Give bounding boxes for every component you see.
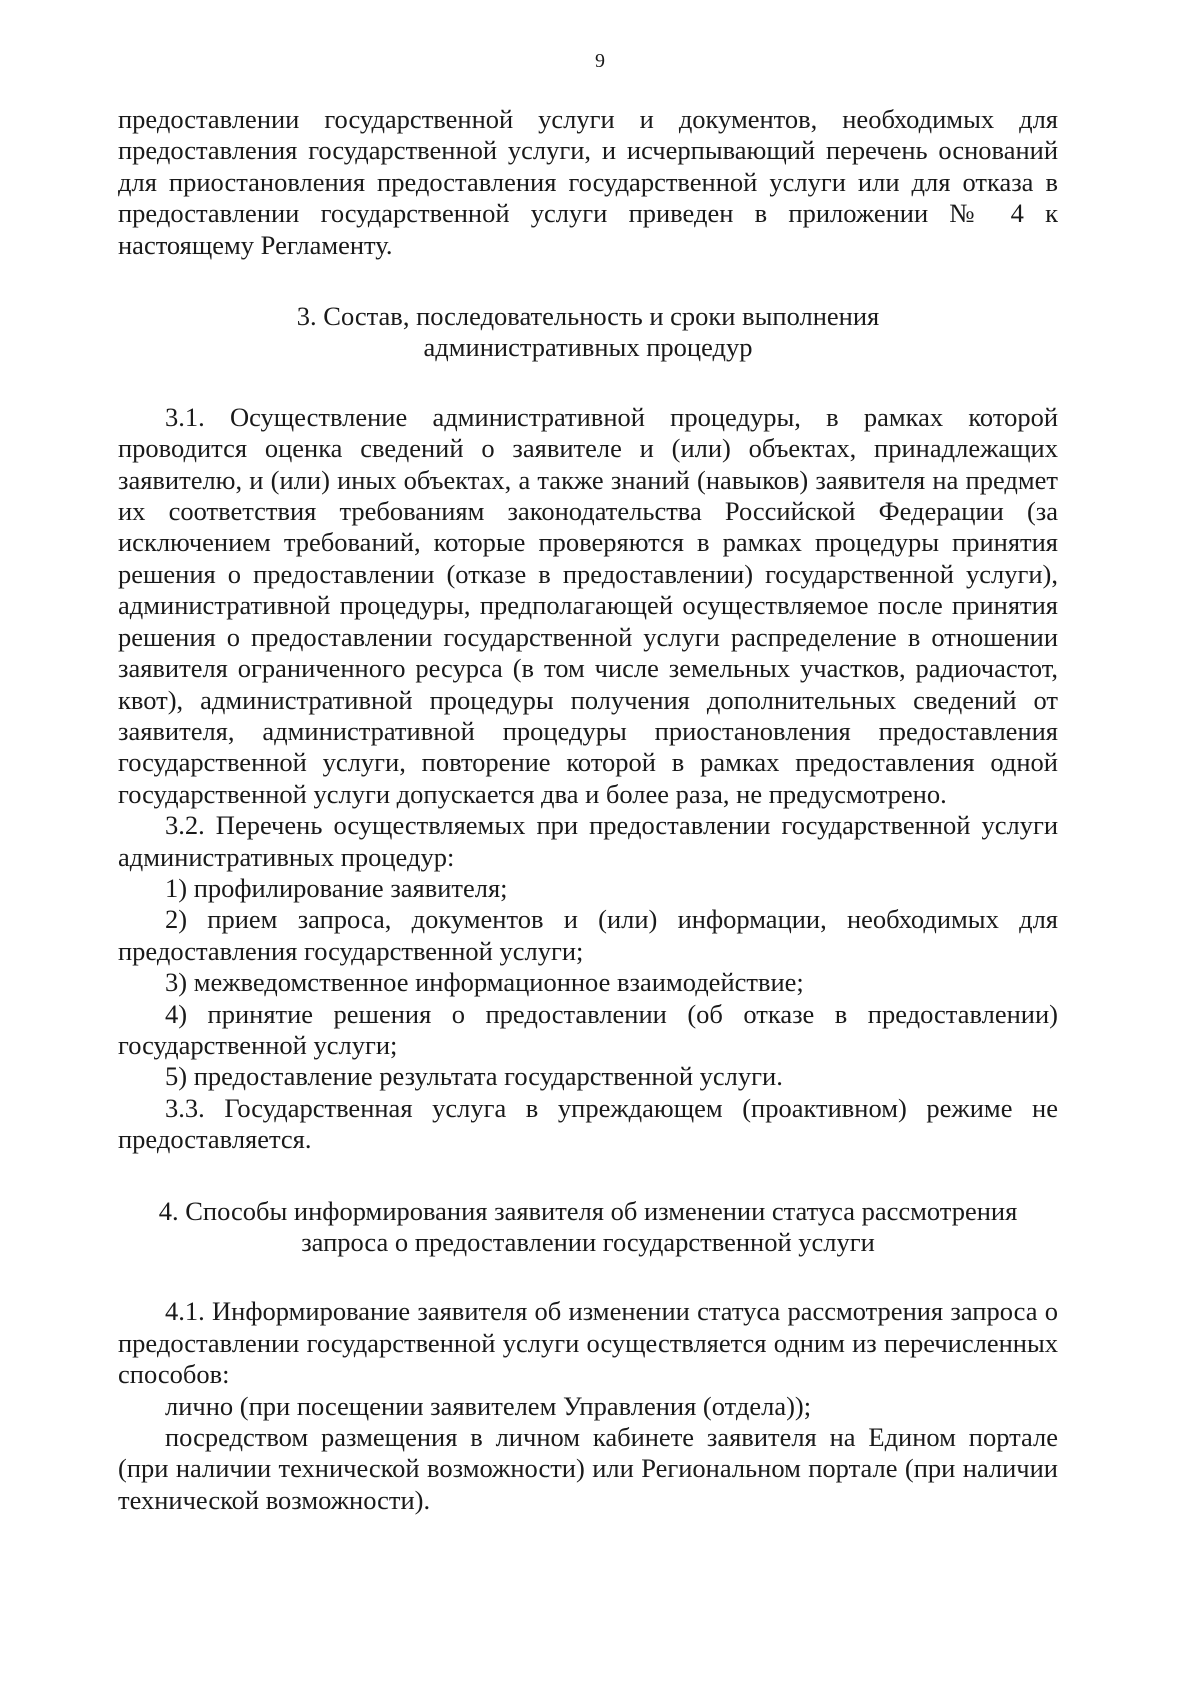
- section-4-heading-line-2: запроса о предоставлении государственной услуги: [301, 1227, 875, 1257]
- section-3-heading: [118, 301, 1058, 364]
- paragraph-4-1-a: лично (при посещении заявителем Управления (отдела));: [165, 1390, 812, 1421]
- section-4-heading-line-1: 4. Способы информирования заявителя об изменении статуса рассмотрения: [158, 1195, 1018, 1226]
- list-item-3: 3) межведомственное информационное взаимодействие;: [165, 967, 804, 998]
- page-number: 9: [595, 50, 605, 72]
- paragraph-3-3: 3.3. Государственная услуга в упреждающем (проактивном) режиме не предоставляется.: [118, 1092, 1058, 1155]
- list-item-1: 1) профилирование заявителя;: [165, 872, 508, 903]
- intro-paragraph: предоставлении государственной услуги и документов, необходимых для предоставления государственной услуги, и исчерпывающий перечень оснований для приостановления предоставления государственной услуги или для отказа в предоставлении государственной услуги приведен в приложении № 4 к настоящему Регламенту.: [118, 104, 1058, 260]
- paragraph-3-1: 3.1. Осуществление административной процедуры, в рамках которой проводится оценка сведений о заявителе и (или) объектах, принадлежащих заявителю, и (или) иных объектах, а также знаний (навыков) заявителя на предмет их соответствия требованиям законодательства Российской Федерации (за исключением требований, которые проверяются в рамках процедуры принятия решения о предоставлении (отказе в предоставлении) государственной услуги), административной процедуры, предполагающей осуществляемое после принятия решения о предоставлении государственной услуги распределение в отношении заявителя ограниченного ресурса (в том числе земельных участков, радиочастот, квот), административной процедуры получения дополнительных сведений от заявителя, административной процедуры приостановления предоставления государственной услуги, повторение которой в рамках предоставления одной государственной услуги допускается два и более раза, не предусмотрено.: [118, 401, 1058, 809]
- list-item-4: 4) принятие решения о предоставлении (об отказе в предоставлении) государственной услуги;: [118, 998, 1058, 1060]
- list-item-2: 2) прием запроса, документов и (или) информации, необходимых для предоставления государственной услуги;: [118, 904, 1058, 966]
- section-3-heading-line-2: административных процедур: [423, 332, 753, 363]
- paragraph-3-2: 3.2. Перечень осуществляемых при предоставлении государственной услуги административных процедур:: [118, 810, 1058, 872]
- paragraph-4-1-b: посредством размещения в личном кабинете заявителя на Едином портале (при наличии технической возможности) или Региональном портале (при наличии технической возможности).: [118, 1422, 1058, 1515]
- document-body: [118, 104, 1058, 1516]
- paragraph-4-1: 4.1. Информирование заявителя об изменении статуса рассмотрения запроса о предоставлении государственной услуги осуществляется одним из перечисленных способов:: [118, 1296, 1058, 1390]
- section-4-heading: [118, 1196, 1058, 1259]
- section-3-heading-line-1: 3. Состав, последовательность и сроки выполнения: [296, 301, 880, 332]
- list-item-5: 5) предоставление результата государственной услуги.: [165, 1061, 783, 1092]
